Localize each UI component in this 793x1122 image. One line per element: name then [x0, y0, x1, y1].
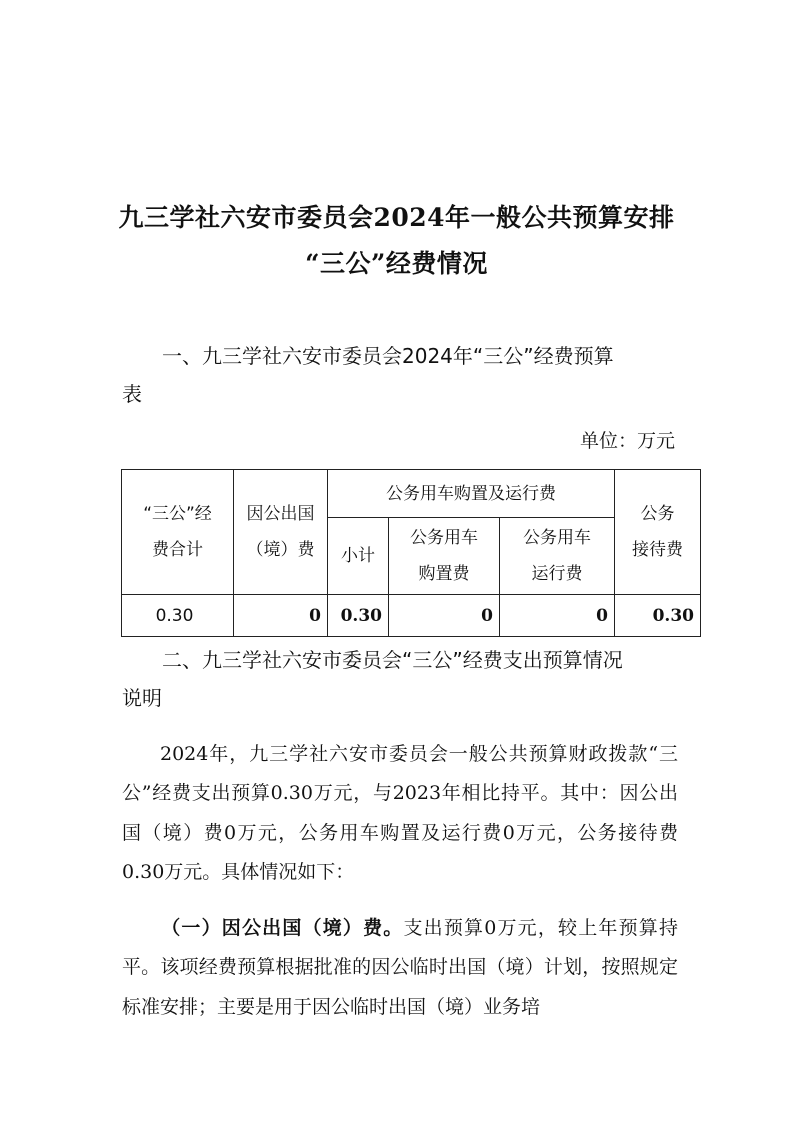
value-subtotal: 0.30 — [328, 595, 389, 637]
section1-heading-line1: 一、九三学社六安市委员会2024年“三公”经费预算 — [162, 344, 614, 368]
paragraph-abroad — [122, 909, 678, 1027]
paragraph-abroad-lead: （一）因公出国（境）费。 — [160, 917, 404, 939]
document-title-line1: 九三学社六安市委员会2024年一般公共预算安排 — [118, 203, 675, 232]
header-reception-line2: 接待费 — [632, 540, 683, 560]
header-reception — [615, 470, 701, 595]
header-abroad-line2: （境）费 — [246, 540, 315, 560]
section2-heading — [122, 641, 677, 717]
header-total — [122, 470, 234, 595]
value-total: 0.30 — [122, 595, 234, 637]
header-abroad-line1: 因公出国 — [246, 504, 315, 524]
section2-heading-line1: 二、九三学社六安市委员会“三公”经费支出预算情况 — [162, 648, 623, 672]
header-purchase-line2: 购置费 — [418, 564, 470, 584]
header-operation-line1: 公务用车 — [523, 528, 591, 548]
section1-heading — [122, 337, 677, 413]
header-operation — [500, 518, 615, 595]
header-abroad — [234, 470, 328, 595]
header-operation-line2: 运行费 — [531, 564, 583, 584]
budget-table — [121, 469, 701, 637]
header-purchase-line1: 公务用车 — [410, 528, 478, 548]
header-reception-line1: 公务 — [640, 504, 675, 524]
value-purchase: 0 — [389, 595, 500, 637]
document-title-line2: “三公”经费情况 — [305, 249, 488, 278]
paragraph-summary-text: 2024年，九三学社六安市委员会一般公共预算财政拨款“三公”经费支出预算0.30万元，与2023年相比持平。其中：因公出国（境）费0万元，公务用车购置及运行费0万元，公务接待费0.30万元。具体情况如下： — [122, 743, 678, 883]
table-row — [122, 595, 701, 637]
value-reception: 0.30 — [615, 595, 701, 637]
header-subtotal: 小计 — [328, 518, 389, 595]
paragraph-abroad-text: 支出预算0万元，较上年预算持平。该项经费预算根据批准的因公临时出国（境）计划，按照规定标准安排；主要是用于因公临时出国（境）业务培 — [122, 917, 678, 1018]
section2-heading-line2: 说明 — [122, 686, 162, 710]
value-abroad: 0 — [234, 595, 328, 637]
value-operation: 0 — [500, 595, 615, 637]
header-purchase — [389, 518, 500, 595]
unit-label: 单位：万元 — [579, 430, 675, 452]
header-total-line1: “三公”经 — [143, 504, 212, 524]
header-total-line2: 费合计 — [152, 540, 203, 560]
table-header-row — [122, 470, 701, 518]
paragraph-summary — [122, 735, 678, 892]
section1-heading-line2: 表 — [122, 382, 142, 406]
header-vehicle-group: 公务用车购置及运行费 — [328, 470, 615, 518]
